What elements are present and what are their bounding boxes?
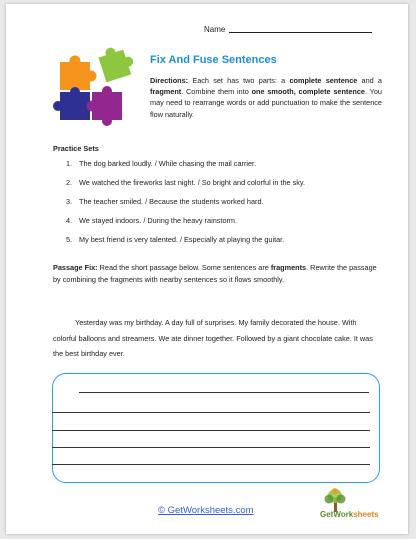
name-blank-line[interactable] bbox=[229, 32, 372, 33]
directions-text: . Combine them into bbox=[181, 87, 252, 97]
answer-line[interactable] bbox=[52, 464, 370, 465]
list-item bbox=[66, 197, 305, 216]
directions-text: and a bbox=[357, 76, 382, 85]
logo-text-part: GetWork bbox=[320, 510, 354, 519]
item-text: The dog barked loudly. / While chasing the mail carrier. bbox=[79, 159, 257, 168]
directions-text: . You may need to rearrange words or add punctuation to make the sentence flow naturally. bbox=[150, 87, 382, 119]
answer-line[interactable] bbox=[52, 412, 370, 413]
item-text: We watched the fireworks last night. / So bright and colorful in the sky. bbox=[79, 178, 306, 187]
item-number: 5. bbox=[66, 235, 73, 244]
item-text: The teacher smiled. / Because the students worked hard. bbox=[79, 197, 264, 206]
answer-line[interactable] bbox=[79, 392, 369, 393]
item-number: 4. bbox=[66, 216, 73, 225]
passage-fix-emphasis: fragments bbox=[270, 263, 307, 272]
name-label: Name bbox=[204, 25, 226, 34]
passage-fix-text: Read the short passage below. Some sentences are bbox=[97, 263, 271, 272]
logo-text-part: sheets bbox=[353, 510, 379, 519]
getworksheets-link[interactable]: © GetWorksheets.com bbox=[158, 505, 254, 516]
passage-fix-text: . Rewrite the passage by combining the fragments with nearby sentences so it flows smoothly. bbox=[53, 263, 377, 284]
list-item bbox=[66, 159, 305, 178]
answer-line[interactable] bbox=[52, 447, 370, 448]
passage-fix-instructions bbox=[53, 262, 383, 285]
name-field-row bbox=[204, 25, 372, 34]
item-text: We stayed indoors. / During the heavy rainstorm. bbox=[79, 216, 238, 225]
directions-label: Directions: bbox=[150, 76, 189, 85]
practice-sets-heading: Practice Sets bbox=[53, 144, 99, 153]
practice-list bbox=[66, 159, 305, 254]
directions-emphasis: one smooth, complete sentence bbox=[251, 87, 365, 97]
item-number: 2. bbox=[66, 178, 73, 187]
list-item bbox=[66, 235, 305, 254]
directions-emphasis: fragment bbox=[150, 87, 182, 97]
birthday-passage: Yesterday was my birthday. A day full of surprises. My family decorated the house. With colorful balloons and streamers. We ate dinner together. Followed by a giant chocolate cake. It was the best birthday ever. bbox=[53, 318, 373, 358]
worksheet-title: Fix And Fuse Sentences bbox=[150, 54, 277, 66]
answer-line[interactable] bbox=[52, 430, 370, 431]
directions-paragraph bbox=[150, 75, 382, 120]
worksheet-page bbox=[6, 4, 408, 534]
answer-box[interactable] bbox=[52, 373, 380, 483]
item-number: 3. bbox=[66, 197, 73, 206]
item-text: My best friend is very talented. / Especially at playing the guitar. bbox=[79, 235, 285, 244]
list-item bbox=[66, 216, 305, 235]
item-number: 1. bbox=[66, 159, 73, 168]
directions-emphasis: complete sentence bbox=[289, 76, 358, 85]
puzzle-pieces-icon bbox=[52, 46, 138, 130]
list-item bbox=[66, 178, 305, 197]
getworksheets-logo-text bbox=[320, 510, 379, 519]
directions-text: Each set has two parts: a bbox=[188, 76, 290, 85]
passage-fix-label: Passage Fix: bbox=[53, 263, 98, 272]
